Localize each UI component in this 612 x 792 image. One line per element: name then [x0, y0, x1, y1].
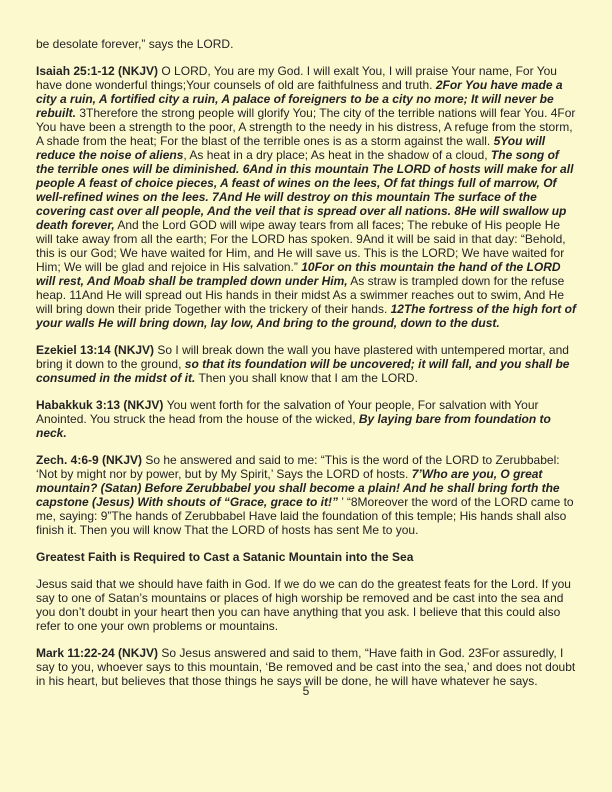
text-run-bolditalic: 12The fortress of the high fort of your walls He will bring down, lay low, And bring to the ground, down to the dust. [36, 302, 576, 330]
section-heading [36, 550, 576, 564]
text-run-regular: O LORD, You are my God. I will exalt You, I will praise Your name, For You have done wonderful things;Your counsels of old are faithfulness and truth. [36, 64, 557, 92]
text-run-bold: Mark 11:22-24 (NKJV) [36, 646, 162, 660]
text-run-bolditalic: 2For You have made a city a ruin, A fortified city a ruin, A palace of foreigners to be a city no more; It will never be rebuilt. [36, 78, 563, 120]
text-run-regular: You went forth for the salvation of Your people, For salvation with Your Anointed. You struck the head from the house of the wicked, [36, 398, 539, 426]
ezekiel-13-14-paragraph [36, 343, 576, 385]
text-run-bold: Ezekiel 13:14 (NKJV) [36, 343, 158, 357]
text-run-bold: Habakkuk 3:13 (NKJV) [36, 398, 167, 412]
text-run-regular: , As heat in a dry place; As heat in the shadow of a cloud, [183, 148, 491, 162]
text-run-bold: Isaiah 25:1-12 (NKJV) [36, 64, 162, 78]
text-run-bolditalic: so that its foundation will be uncovered; it will fall, and you shall be consumed in the midst of it. [36, 357, 570, 385]
text-run-bolditalic: 5You will reduce the noise of aliens [36, 134, 546, 162]
text-run-regular: As straw is trampled down for the refuse heap. 11And He will spread out His hands in their midst As a swimmer reaches out to swim, And He will bring down their pride Together with the trickery of their hands. [36, 274, 565, 316]
text-run-regular: Jesus said that we should have faith in God. If we do we can do the greatest feats for the Lord. If you say to one of Satan’s mountains or places of high worship be removed and be cast into the sea and you don’t doubt in your heart then you can have anything that you ask. I believe that this could also refer to one your own problems or mountains. [36, 577, 571, 633]
continuation-paragraph [36, 37, 576, 51]
text-run-bolditalic: 7’Who are you, O great mountain? (Satan) Before Zerubbabel you shall become a plain! And he shall bring forth the capstone (Jesus) With shouts of “Grace, grace to it!” [36, 467, 560, 509]
mark-11-22-24-paragraph [36, 646, 576, 688]
text-run-regular: So I will break down the wall you have plastered with untempered mortar, and bring it down to the ground, [36, 343, 569, 371]
text-run-bolditalic: By laying bare from foundation to neck. [36, 412, 551, 440]
text-run-regular: And the Lord GOD will wipe away tears from all faces; The rebuke of His people He will take away from all the earth; For the LORD has spoken. 9And it will be said in that day: “Behold, this is our God; We have waited for Him, and He will save us. This is the LORD; We have waited for Him; We will be glad and rejoice in His salvation.” [36, 218, 566, 274]
text-run-regular: 3Therefore the strong people will glorify You; The city of the terrible nations will fear You. 4For You have been a strength to the poor, A strength to the needy in his distress, A refuge from the storm, A shade from the heat; For the blast of the terrible ones is as a storm against the wall. [36, 106, 576, 148]
page-number: 5 [302, 684, 310, 698]
text-run-regular: So he answered and said to me: “This is the word of the LORD to Zerubbabel: ‘Not by might nor by power, but by My Spirit,’ Says the LORD of hosts. [36, 453, 560, 481]
text-run-regular: be desolate forever,” says the LORD. [36, 37, 234, 51]
text-run-bold: Greatest Faith is Required to Cast a Satanic Mountain into the Sea [36, 550, 414, 564]
text-run-regular: ’ “8Moreover the word of the LORD came to me, saying: 9”The hands of Zerubbabel Have laid the foundation of this temple; His hands shall also finish it. Then you will know That the LORD of hosts has sent Me to you. [36, 495, 574, 537]
zechariah-4-6-9-paragraph [36, 453, 576, 537]
text-run-regular: Then you shall know that I am the LORD. [195, 371, 418, 385]
isaiah-25-1-12-paragraph [36, 64, 576, 330]
text-run-bolditalic: The song of the terrible ones will be diminished. 6And in this mountain The LORD of hosts will make for all people A feast of choice pieces, A feast of wines on the lees, Of fat things full of marrow, Of well-refined wines on the lees. 7And He will destroy on this mountain The surface of the covering cast over all people, And the veil that is spread over all nations. 8He will swallow up death forever, [36, 148, 574, 232]
text-run-bold: Zech. 4:6-9 (NKJV) [36, 453, 146, 467]
commentary-paragraph [36, 577, 576, 633]
habakkuk-3-13-paragraph [36, 398, 576, 440]
text-run-bolditalic: 10For on this mountain the hand of the LORD will rest, And Moab shall be trampled down under Him, [36, 260, 561, 288]
text-run-regular: So Jesus answered and said to them, “Have faith in God. 23For assuredly, I say to you, whoever says to this mountain, ‘Be removed and be cast into the sea,’ and does not doubt in his heart, but believes that those things he says will be done, he will have whatever he says. [36, 646, 576, 688]
document-body [36, 37, 576, 688]
